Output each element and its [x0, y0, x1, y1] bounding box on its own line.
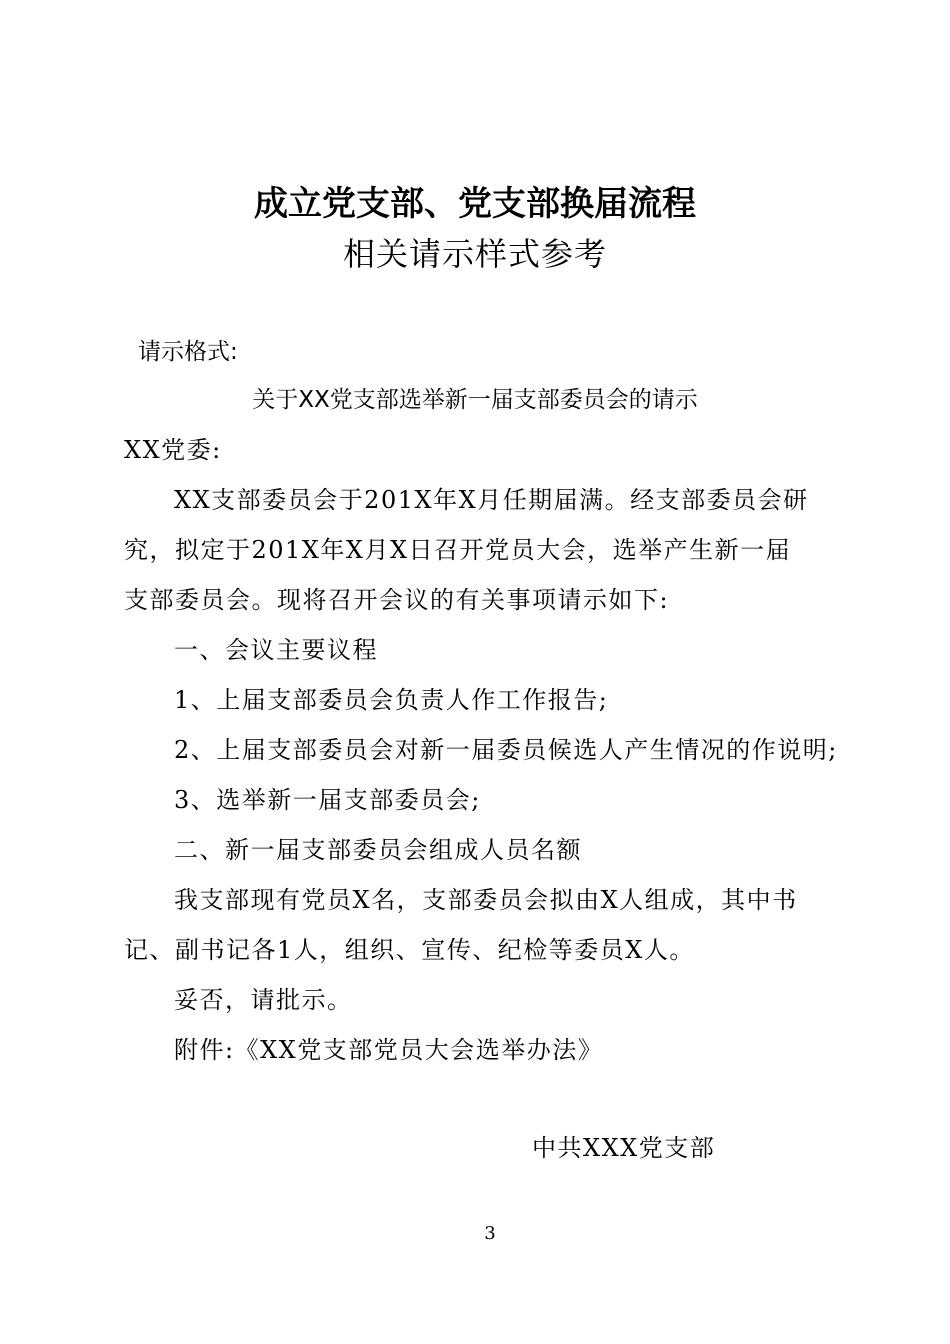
agenda-item-3: 3、选举新一届支部委员会;: [174, 786, 481, 814]
body-line-2: 究，拟定于201X年X月X日召开党员大会，选举产生新一届: [124, 536, 792, 564]
body-line-quota-1: 我支部现有党员X名，支部委员会拟由X人组成，其中书: [174, 886, 798, 914]
signature: 中共XXX党支部: [532, 1134, 716, 1162]
body-line-1: XX支部委员会于201X年X月任期届满。经支部委员会研: [174, 486, 809, 514]
section-heading-quota: 二、新一届支部委员会组成人员名额: [174, 836, 582, 864]
attachment-note: 附件:《XX党支部党员大会选举办法》: [174, 1036, 604, 1064]
request-subject: 关于XX党支部选举新一届支部委员会的请示: [252, 387, 698, 413]
body-line-3: 支部委员会。现将召开会议的有关事项请示如下:: [124, 586, 670, 614]
section-heading-agenda: 一、会议主要议程: [174, 636, 378, 664]
document-title: 成立党支部、党支部换届流程: [254, 184, 696, 224]
format-label: 请示格式:: [138, 339, 238, 365]
agenda-item-2: 2、上届支部委员会对新一届委员候选人产生情况的作说明;: [174, 736, 838, 764]
document-subtitle: 相关请示样式参考: [342, 235, 607, 273]
body-line-quota-2: 记、副书记各1人，组织、宣传、纪检等委员X人。: [124, 936, 695, 964]
agenda-item-1: 1、上届支部委员会负责人作工作报告;: [174, 686, 609, 714]
page-number: 3: [484, 1223, 496, 1244]
closing-request: 妥否，请批示。: [174, 986, 353, 1014]
addressee: XX党委:: [124, 436, 222, 464]
